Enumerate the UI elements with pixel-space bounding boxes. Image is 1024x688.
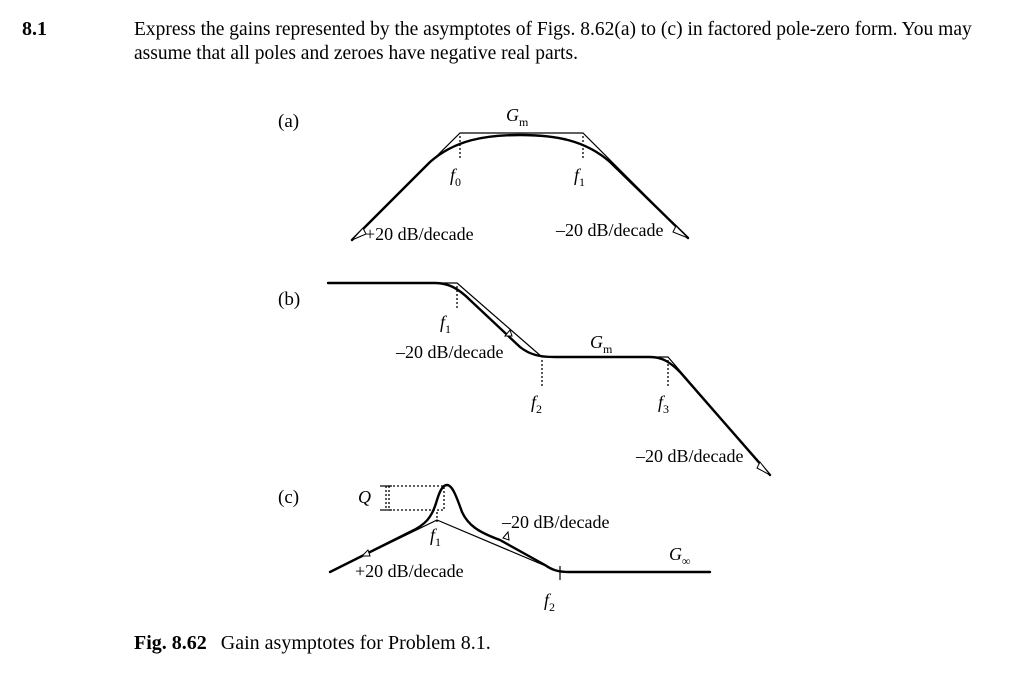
panel-c-f2-label: $f_2$	[544, 590, 556, 614]
panel-b-slope-2: –20 dB/decade	[636, 446, 744, 466]
panel-c-q-label: Q	[358, 487, 371, 507]
panel-a-arrow-right	[673, 226, 688, 238]
problem-statement: Express the gains represented by the asymptotes of Figs. 8.62(a) to (c) in factored pole-zero form. You may assume that all poles and zeroes have negative real parts.	[134, 19, 972, 64]
panel-a-label: (a)	[278, 111, 300, 132]
panel-a-f0-label: $f_0$	[450, 165, 462, 189]
panel-a	[278, 105, 688, 244]
panel-c	[278, 485, 710, 614]
panel-b-gm-label: $G_m$	[590, 332, 613, 356]
panel-b-arrow-right	[757, 462, 770, 475]
panel-c-slope-left: +20 dB/decade	[355, 561, 464, 581]
figure-caption-number: Fig. 8.62	[134, 632, 207, 654]
panel-b	[278, 283, 770, 475]
panel-b-slope-1: –20 dB/decade	[396, 342, 504, 362]
panel-a-slope-right: –20 dB/decade	[556, 220, 664, 240]
panel-a-slope-left: +20 dB/decade	[365, 224, 474, 244]
panel-a-arrow-left	[352, 228, 366, 240]
panel-a-f1-label: $f_1$	[574, 165, 586, 189]
figure-caption	[134, 632, 491, 655]
panel-c-slope-right: –20 dB/decade	[502, 512, 610, 532]
panel-c-arrow-left	[362, 550, 370, 556]
panel-c-f1-label: $f_1$	[430, 525, 442, 549]
panel-c-arrow-right	[503, 532, 509, 540]
panel-b-f3-label: $f_3$	[658, 392, 670, 416]
panel-b-label: (b)	[278, 289, 301, 310]
figure-caption-text: Gain asymptotes for Problem 8.1.	[220, 632, 491, 654]
panel-c-ginf-label: $G_\infty$	[669, 544, 691, 568]
panel-c-label: (c)	[278, 487, 300, 508]
problem-number: 8.1	[22, 18, 47, 40]
panel-a-gm-label: $G_m$	[506, 105, 529, 129]
panel-b-f2-label: $f_2$	[531, 392, 543, 416]
panel-b-f1-label: $f_1$	[440, 312, 452, 336]
